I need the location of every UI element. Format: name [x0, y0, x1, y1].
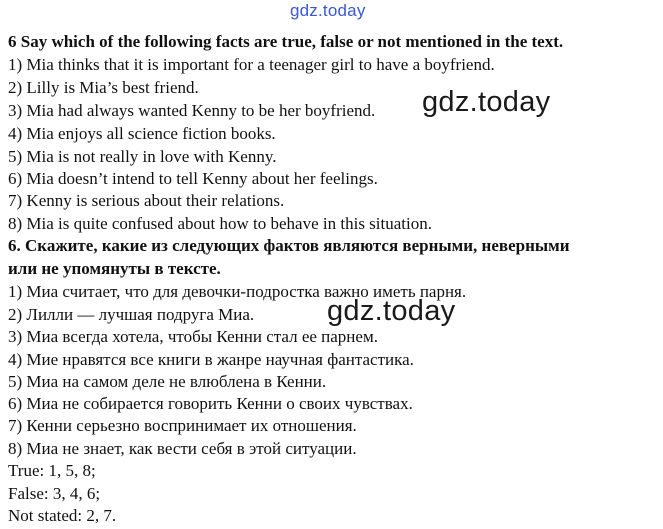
ru-statement-5: 5) Миа на самом деле не влюблена в Кенни. [8, 372, 327, 391]
ru-statement-7: 7) Кенни серьезно воспринимает их отношения. [8, 416, 357, 435]
watermark-upper: gdz.today [422, 86, 551, 118]
en-statement-7: 7) Kenny is serious about their relations. [8, 191, 285, 210]
en-exercise-title: 6 Say which of the following facts are true, false or not mentioned in the text. [8, 32, 564, 51]
ru-statement-4: 4) Мие нравятся все книги в жанре научная фантастика. [8, 350, 414, 369]
watermark-top: gdz.today [290, 1, 366, 20]
answer-true: True: 1, 5, 8; [8, 461, 96, 480]
ru-exercise-title-line2: или не упомянуты в тексте. [8, 259, 221, 278]
ru-exercise-title-line1: 6. Скажите, какие из следующих фактов являются верными, неверными [8, 236, 570, 255]
ru-statement-8: 8) Миа не знает, как вести себя в этой ситуации. [8, 439, 357, 458]
en-statement-5: 5) Mia is not really in love with Kenny. [8, 147, 277, 166]
ru-statement-2: 2) Лилли — лучшая подруга Миа. [8, 305, 255, 324]
en-statement-6: 6) Mia doesn’t intend to tell Kenny about her feelings. [8, 169, 378, 188]
ru-statement-3: 3) Миа всегда хотела, чтобы Кенни стал ее парнем. [8, 327, 378, 346]
en-statement-2: 2) Lilly is Mia’s best friend. [8, 78, 199, 97]
ru-statement-1: 1) Миа считает, что для девочки-подростка важно иметь парня. [8, 282, 467, 301]
watermark-lower: gdz.today [327, 295, 456, 327]
en-statement-8: 8) Mia is quite confused about how to behave in this situation. [8, 214, 432, 233]
answer-not-stated: Not stated: 2, 7. [8, 506, 117, 525]
en-statement-4: 4) Mia enjoys all science fiction books. [8, 124, 276, 143]
ru-statement-6: 6) Миа не собирается говорить Кенни о своих чувствах. [8, 394, 413, 413]
answer-false: False: 3, 4, 6; [8, 484, 101, 503]
en-statement-3: 3) Mia had always wanted Kenny to be her boyfriend. [8, 101, 376, 120]
en-statement-1: 1) Mia thinks that it is important for a teenager girl to have a boyfriend. [8, 55, 495, 74]
